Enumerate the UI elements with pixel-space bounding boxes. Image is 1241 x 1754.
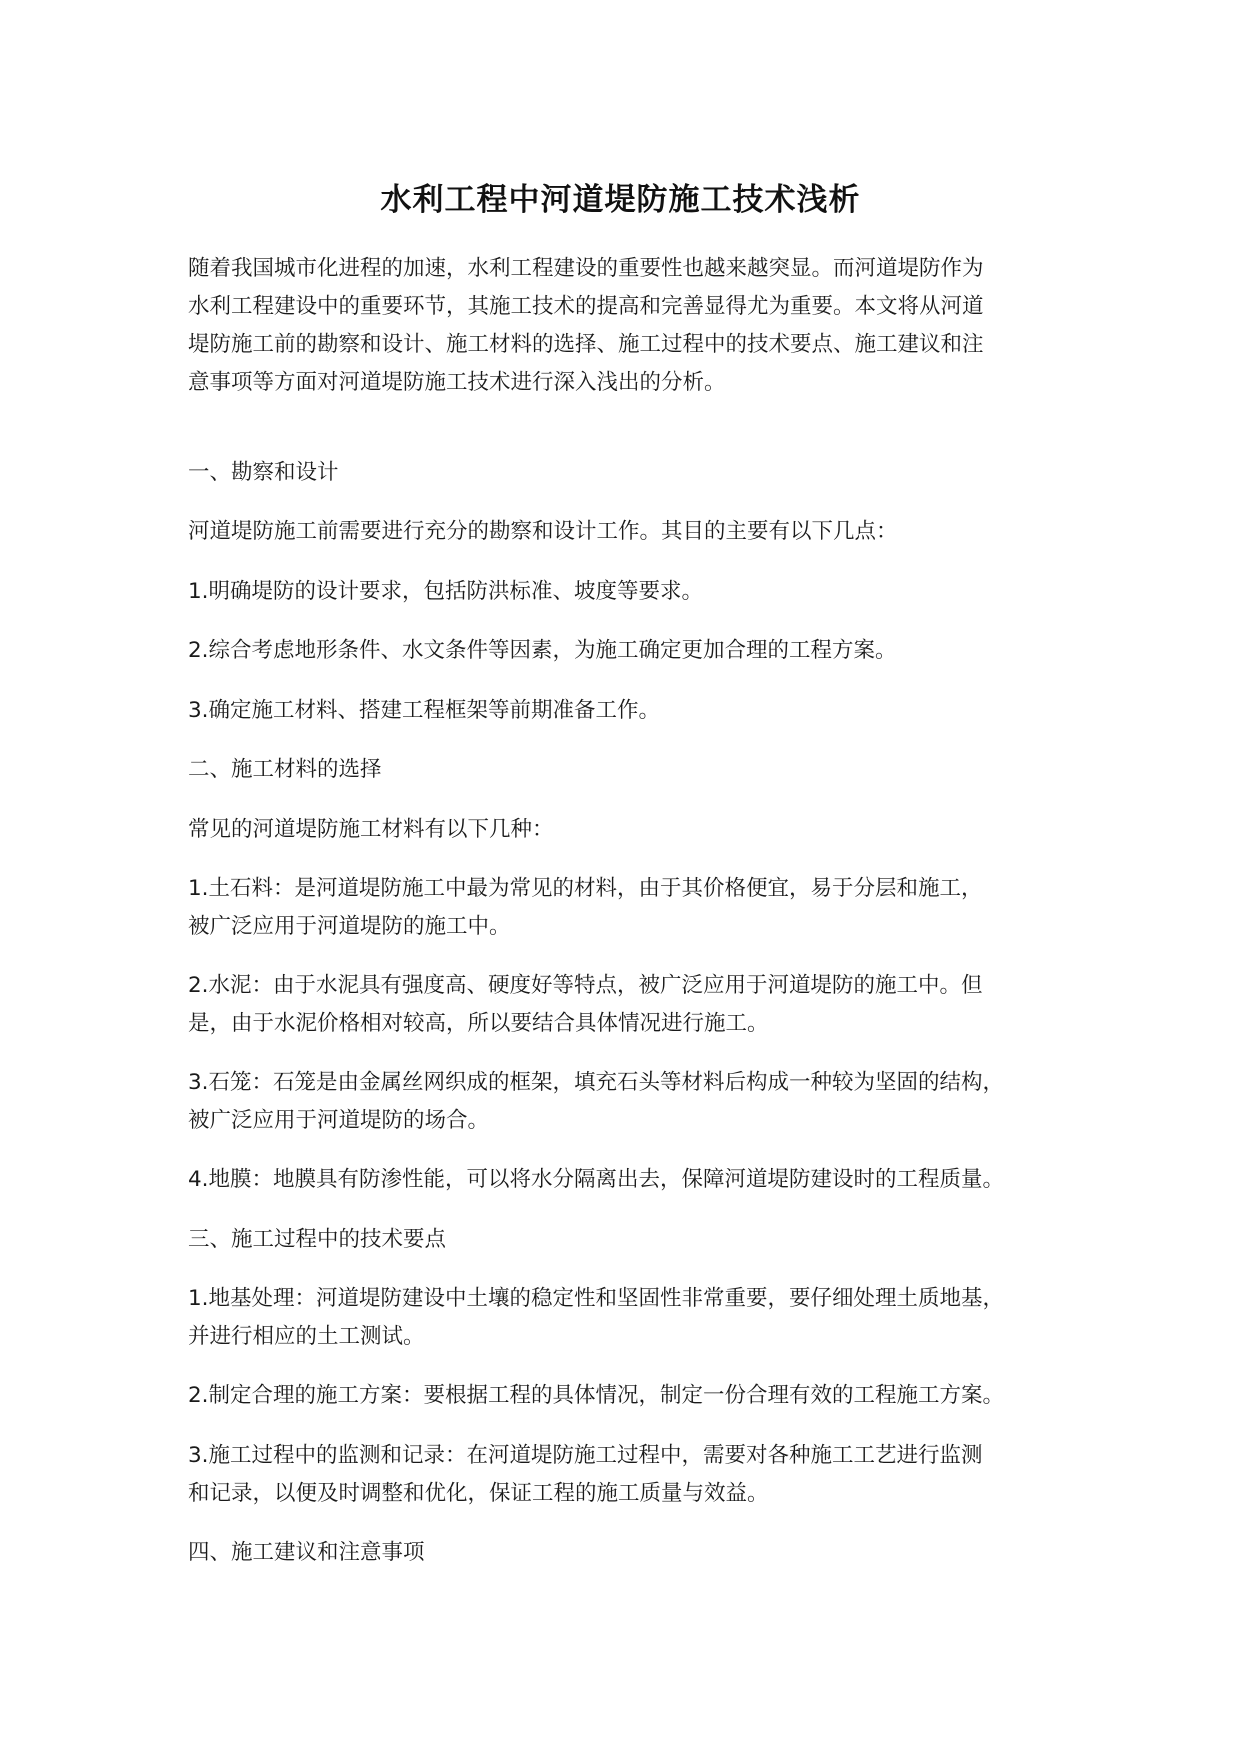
list-item-1-2-text: 2.综合考虑地形条件、水文条件等因素，为施工确定更加合理的工程方案。: [188, 638, 897, 663]
list-item-2-4-text: 4.地膜：地膜具有防渗性能，可以将水分隔离出去，保障河道堤防建设时的工程质量。: [188, 1167, 1005, 1192]
section-heading-1-text: 一、勘察和设计: [188, 460, 339, 485]
section-heading-4-text: 四、施工建议和注意事项: [188, 1540, 425, 1565]
intro-line-3: 堤防施工前的勘察和设计、施工材料的选择、施工过程中的技术要点、施工建议和注: [188, 332, 984, 357]
list-item-1-2: [188, 632, 1088, 670]
paragraph-2-text: 常见的河道堤防施工材料有以下几种：: [188, 817, 554, 842]
list-item-3-1-line-1: 1.地基处理：河道堤防建设中土壤的稳定性和坚固性非常重要，要仔细处理土质地基，: [188, 1286, 1005, 1311]
section-heading-4: [188, 1534, 1088, 1572]
list-item-1-1-text: 1.明确堤防的设计要求，包括防洪标准、坡度等要求。: [188, 579, 704, 604]
list-item-2-1: [188, 870, 1088, 946]
list-item-2-2-line-2: 是，由于水泥价格相对较高，所以要结合具体情况进行施工。: [188, 1011, 769, 1036]
list-item-1-1: [188, 573, 1088, 611]
document-title: 水利工程中河道堤防施工技术浅析: [380, 182, 861, 218]
list-item-3-3-line-1: 3.施工过程中的监测和记录：在河道堤防施工过程中，需要对各种施工工艺进行监测: [188, 1443, 983, 1468]
list-item-2-2: [188, 967, 1088, 1043]
list-item-3-3-line-2: 和记录，以便及时调整和优化，保证工程的施工质量与效益。: [188, 1481, 769, 1506]
list-item-2-1-line-2: 被广泛应用于河道堤防的施工中。: [188, 914, 511, 939]
section-heading-2-text: 二、施工材料的选择: [188, 757, 382, 782]
intro-line-4: 意事项等方面对河道堤防施工技术进行深入浅出的分析。: [188, 370, 726, 395]
list-item-1-3-text: 3.确定施工材料、搭建工程框架等前期准备工作。: [188, 698, 661, 723]
list-item-2-2-line-1: 2.水泥：由于水泥具有强度高、硬度好等特点，被广泛应用于河道堤防的施工中。但: [188, 973, 983, 998]
intro-line-1: 随着我国城市化进程的加速，水利工程建设的重要性也越来越突显。而河道堤防作为: [188, 256, 984, 281]
section-heading-2: [188, 751, 1088, 789]
paragraph-1-text: 河道堤防施工前需要进行充分的勘察和设计工作。其目的主要有以下几点：: [188, 519, 898, 544]
list-item-1-3: [188, 692, 1088, 730]
section-heading-3: [188, 1221, 1088, 1259]
section-heading-3-text: 三、施工过程中的技术要点: [188, 1227, 447, 1252]
list-item-2-4: [188, 1161, 1088, 1199]
list-item-2-3-line-2: 被广泛应用于河道堤防的场合。: [188, 1108, 490, 1133]
intro-line-2: 水利工程建设中的重要环节，其施工技术的提高和完善显得尤为重要。本文将从河道: [188, 294, 984, 319]
list-item-2-3-line-1: 3.石笼：石笼是由金属丝网织成的框架，填充石头等材料后构成一种较为坚固的结构，: [188, 1070, 1005, 1095]
intro-paragraph: [188, 250, 1088, 402]
section-heading-1: [188, 454, 1088, 492]
list-item-3-1-line-2: 并进行相应的土工测试。: [188, 1324, 425, 1349]
list-item-2-3: [188, 1064, 1088, 1140]
list-item-3-3: [188, 1437, 1088, 1513]
paragraph-2: [188, 811, 1088, 849]
paragraph-1: [188, 513, 1088, 551]
list-item-2-1-line-1: 1.土石料：是河道堤防施工中最为常见的材料，由于其价格便宜，易于分层和施工，: [188, 876, 983, 901]
list-item-3-1: [188, 1280, 1088, 1356]
list-item-3-2: [188, 1377, 1088, 1415]
list-item-3-2-text: 2.制定合理的施工方案：要根据工程的具体情况，制定一份合理有效的工程施工方案。: [188, 1383, 1005, 1408]
